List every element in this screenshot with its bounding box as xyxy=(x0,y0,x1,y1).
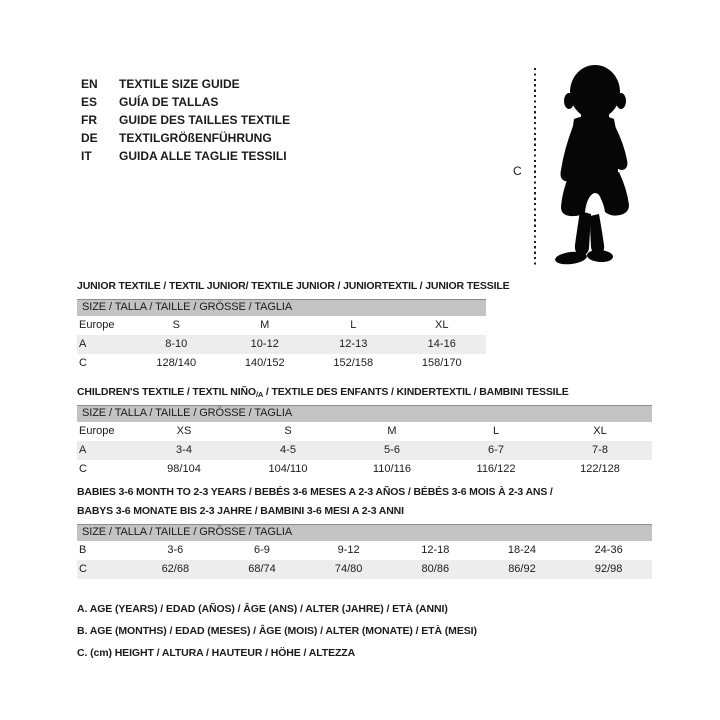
table-cell: 116/122 xyxy=(476,463,516,475)
table-cell: 68/74 xyxy=(219,560,306,579)
height-dotted-line xyxy=(534,68,536,268)
language-list xyxy=(81,75,290,165)
language-row-es xyxy=(81,93,290,111)
language-label: GUIDE DES TAILLES TEXTILE xyxy=(119,113,291,127)
table-cell: 6-7 xyxy=(444,441,548,460)
row-label: A xyxy=(77,335,132,354)
note-height: C. (cm) HEIGHT / ALTURA / HAUTEUR / HÖHE / ALTEZZA xyxy=(77,647,356,659)
size-header-band: SIZE / TALLA / TAILLE / GRÖSSE / TAGLIA xyxy=(77,525,652,541)
table-cell: 7-8 xyxy=(548,441,652,460)
note-age-months: B. AGE (MONTHS) / EDAD (MESES) / ÂGE (MOIS) / ALTER (MONATE) / ETÀ (MESI) xyxy=(77,625,477,637)
table-row-europe xyxy=(77,422,652,441)
toddler-silhouette-icon xyxy=(544,64,644,268)
row-label: Europe xyxy=(79,319,115,331)
size-header-band: SIZE / TALLA / TAILLE / GRÖSSE / TAGLIA xyxy=(77,406,652,422)
table-cell: 14-16 xyxy=(398,335,487,354)
table-row-age-months xyxy=(77,541,652,560)
language-code: FR xyxy=(81,113,97,127)
children-section-title xyxy=(77,383,569,404)
table-cell: 9-12 xyxy=(337,544,360,556)
row-label: C xyxy=(79,463,87,475)
row-label: A xyxy=(77,441,132,460)
note-age-years: A. AGE (YEARS) / EDAD (AÑOS) / ÂGE (ANS) / ALTER (JAHRE) / ETÀ (ANNI) xyxy=(77,603,448,615)
table-cell: 128/140 xyxy=(156,357,197,369)
babies-title-line2: BABYS 3-6 MONATE BIS 2-3 JAHRE / BAMBINI 3-6 MESI A 2-3 ANNI xyxy=(77,505,404,517)
table-cell: 12-18 xyxy=(421,544,450,556)
table-row-age xyxy=(77,441,652,460)
table-cell: 92/98 xyxy=(565,560,652,579)
table-row-age xyxy=(77,335,486,354)
table-cell: 98/104 xyxy=(167,463,201,475)
table-row-height xyxy=(77,560,652,579)
language-row-en xyxy=(81,75,290,93)
language-code: ES xyxy=(81,95,98,109)
table-cell: 24-36 xyxy=(594,544,623,556)
table-cell: XL xyxy=(593,425,607,437)
language-label: GUÍA DE TALLAS xyxy=(119,95,219,109)
table-cell: 74/80 xyxy=(305,560,392,579)
junior-size-table xyxy=(77,299,486,373)
table-cell: 158/170 xyxy=(421,357,462,369)
table-cell: 5-6 xyxy=(340,441,444,460)
table-cell: 3-6 xyxy=(167,544,184,556)
table-cell: 3-4 xyxy=(132,441,236,460)
table-header-row xyxy=(77,300,486,316)
row-label: B xyxy=(79,544,87,556)
table-row-europe xyxy=(77,316,486,335)
language-label: GUIDA ALLE TAGLIE TESSILI xyxy=(119,149,287,163)
table-cell: 152/158 xyxy=(333,357,374,369)
language-code: EN xyxy=(81,77,98,91)
children-size-table xyxy=(77,405,652,479)
table-cell: 80/86 xyxy=(392,560,479,579)
legend-notes xyxy=(77,598,477,664)
table-row-height xyxy=(77,460,652,479)
language-row-de xyxy=(81,129,290,147)
row-label: C xyxy=(77,560,132,579)
table-header-row xyxy=(77,406,652,422)
children-title-post: / TEXTILE DES ENFANTS / KINDERTEXTIL / BAMBINI TESSILE xyxy=(263,386,569,398)
babies-title-line1: BABIES 3-6 MONTH TO 2-3 YEARS / BEBÉS 3-6 MESES A 2-3 AÑOS / BÉBÉS 3-6 MOIS À 2-3 ANS / xyxy=(77,486,553,498)
language-row-fr xyxy=(81,111,290,129)
table-cell: 104/110 xyxy=(268,463,308,475)
table-cell: 62/68 xyxy=(132,560,219,579)
language-row-it xyxy=(81,147,290,165)
table-row-height xyxy=(77,354,486,373)
babies-size-table xyxy=(77,524,652,579)
table-cell: 110/116 xyxy=(372,463,412,475)
language-label: TEXTILE SIZE GUIDE xyxy=(119,77,240,91)
language-label: TEXTILGRÖßENFÜHRUNG xyxy=(119,131,272,145)
table-cell: 18-24 xyxy=(507,544,537,556)
table-cell: L xyxy=(350,319,357,331)
children-title-pre: CHILDREN'S TEXTILE / TEXTIL NIÑO xyxy=(77,386,256,398)
table-cell: 10-12 xyxy=(221,335,310,354)
table-cell: S xyxy=(284,425,292,437)
table-cell: 8-10 xyxy=(132,335,221,354)
babies-section-title xyxy=(77,483,553,521)
table-cell: XS xyxy=(176,425,192,437)
table-cell: 86/92 xyxy=(479,560,566,579)
table-header-row xyxy=(77,525,652,541)
table-cell: L xyxy=(492,425,500,437)
row-label: Europe xyxy=(79,425,115,437)
junior-section-title: JUNIOR TEXTILE / TEXTIL JUNIOR/ TEXTILE JUNIOR / JUNIORTEXTIL / JUNIOR TESSILE xyxy=(77,280,510,292)
table-cell: M xyxy=(260,319,270,331)
table-cell: 122/128 xyxy=(580,463,620,475)
table-cell: 12-13 xyxy=(309,335,398,354)
height-measure-label: C xyxy=(513,164,522,178)
height-figure xyxy=(505,62,650,272)
table-cell: 4-5 xyxy=(236,441,340,460)
row-label: C xyxy=(79,357,87,369)
language-code: DE xyxy=(81,131,98,145)
table-cell: 140/152 xyxy=(244,357,285,369)
table-cell: S xyxy=(172,319,180,331)
children-title-sub: /A xyxy=(255,390,264,399)
size-header-band: SIZE / TALLA / TAILLE / GRÖSSE / TAGLIA xyxy=(77,300,486,316)
table-cell: M xyxy=(387,425,397,437)
table-cell: 6-9 xyxy=(254,544,270,556)
language-code: IT xyxy=(81,149,92,163)
table-cell: XL xyxy=(435,319,449,331)
